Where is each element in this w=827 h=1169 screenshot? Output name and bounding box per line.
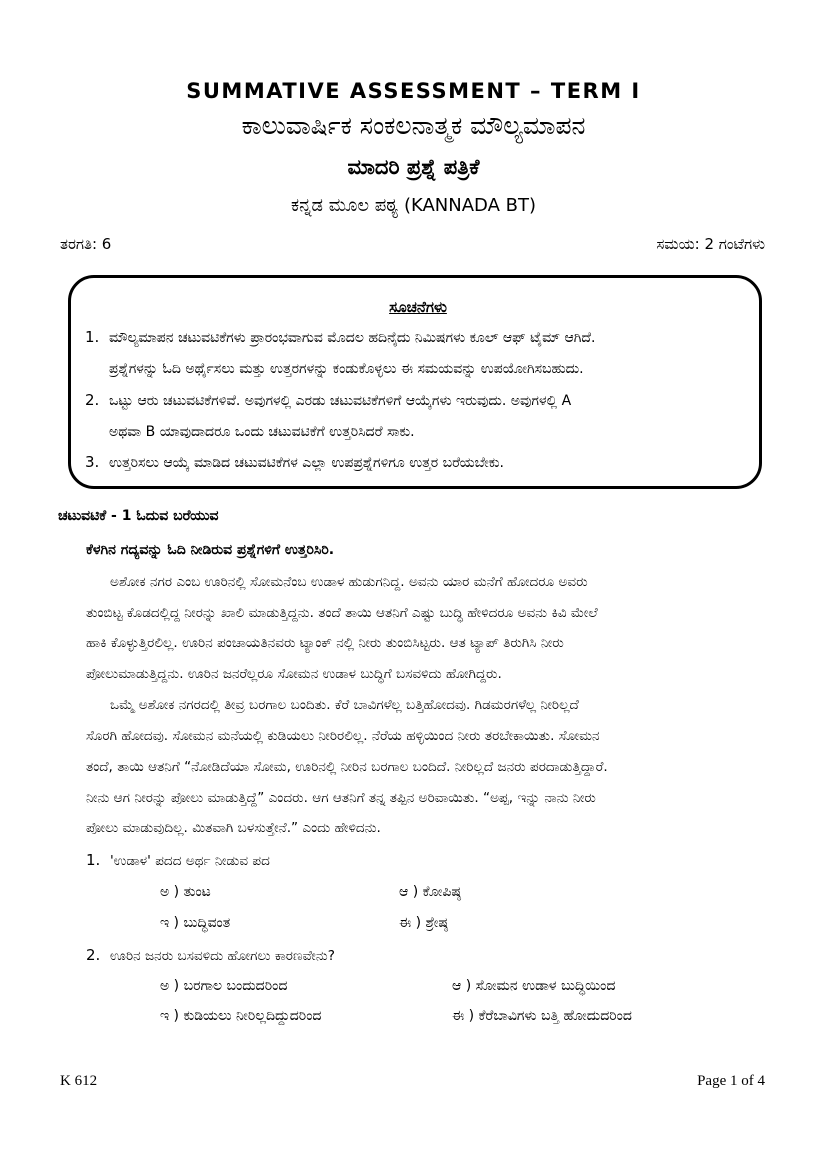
question-number: 1. xyxy=(86,851,101,869)
passage-line: ನೀನು ಆಗ ನೀರನ್ನು ಪೋಲು ಮಾಡುತ್ತಿದ್ದೆ” ಎಂದರು. ಆಗ ಆತನಿಗೆ ತನ್ನ ತಪ್ಪಿನ ಅರಿವಾಯಿತು. “ಅಪ್ಪ, ಇನ್ನು ನಾನು ನೀರು xyxy=(86,790,596,806)
passage-line: ತಂದೆ, ತಾಯಿ ಆತನಿಗೆ “ನೋಡಿದೆಯಾ ಸೋಮ, ಊರಿನಲ್ಲಿ ನೀರಿನ ಬರಗಾಲ ಬಂದಿದೆ. ನೀರಿಲ್ಲದೆ ಜನರು ಪರದಾಡುತ್ತಿದ್ದಾರೆ. xyxy=(86,759,608,775)
title-english: SUMMATIVE ASSESSMENT – TERM I xyxy=(186,79,641,103)
instruction-line: ಒಟ್ಟು ಆರು ಚಟುವಟಿಕೆಗಳಿವೆ. ಅವುಗಳಲ್ಲಿ ಎರಡು ಚಟುವಟಿಕೆಗಳಿಗೆ ಆಯ್ಕೆಗಳು ಇರುವುದು. ಅವುಗಳಲ್ಲಿ A xyxy=(109,393,572,409)
passage-line: ಸೊರಗಿ ಹೋದವು. ಸೋಮನ ಮನೆಯಲ್ಲಿ ಕುಡಿಯಲು ನೀರಿರಲಿಲ್ಲ. ನೆರೆಯ ಹಳ್ಳಿಯಿಂದ ನೀರು ತರಬೇಕಾಯಿತು. ಸೋಮನ xyxy=(86,728,600,744)
question-number: 2. xyxy=(86,946,101,964)
passage-line: ಪೋಲು ಮಾಡುವುದಿಲ್ಲ. ಮಿತವಾಗಿ ಬಳಸುತ್ತೇನೆ.” ಎಂದು ಹೇಳಿದನು. xyxy=(86,820,381,836)
answer-option: ಆ ) ಸೋಮನ ಉಡಾಳ ಬುದ್ಧಿಯಿಂದ xyxy=(452,978,616,994)
instruction-number: 3. xyxy=(85,453,100,471)
instructions-box xyxy=(68,275,762,489)
activity-title: ಚಟುವಟಿಕೆ - 1 ಓದುವ ಬರೆಯುವ xyxy=(58,508,219,524)
answer-option: ಆ ) ಕೋಪಿಷ್ಠ xyxy=(399,884,461,900)
instruction-line: ಅಥವಾ B ಯಾವುದಾದರೂ ಒಂದು ಚಟುವಟಿಕೆಗೆ ಉತ್ತರಿಸಿದರೆ ಸಾಕು. xyxy=(109,424,415,440)
instruction-line: ಪ್ರಶ್ನೆಗಳನ್ನು ಓದಿ ಅರ್ಥೈಸಲು ಮತ್ತು ಉತ್ತರಗಳನ್ನು ಕಂಡುಕೊಳ್ಳಲು ಈ ಸಮಯವನ್ನು ಉಪಯೋಗಿಸಬಹುದು. xyxy=(109,361,584,377)
title-kannada: ಕಾಲುವಾರ್ಷಿಕ ಸಂಕಲನಾತ್ಮಕ ಮೌಲ್ಯಮಾಪನ xyxy=(241,111,586,140)
passage-line: ಒಮ್ಮೆ ಅಶೋಕ ನಗರದಲ್ಲಿ ತೀವ್ರ ಬರಗಾಲ ಬಂದಿತು. ಕೆರೆ ಬಾವಿಗಳೆಲ್ಲ ಬತ್ತಿಹೋದವು. ಗಿಡಮರಗಳೆಲ್ಲ ನೀರಿಲ್ಲದೆ xyxy=(110,697,579,713)
question-text: 'ಉಡಾಳ' ಪದದ ಅರ್ಥ ನೀಡುವ ಪದ xyxy=(110,853,270,869)
answer-option: ಈ ) ಕೆರೆಬಾವಿಗಳು ಬತ್ತಿ ಹೋದುದರಿಂದ xyxy=(452,1008,632,1024)
answer-option: ಅ ) ಬರಗಾಲ ಬಂದುದರಿಂದ xyxy=(160,978,288,994)
activity-direction: ಕೆಳಗಿನ ಗದ್ಯವನ್ನು ಓದಿ ನೀಡಿರುವ ಪ್ರಶ್ನೆಗಳಿಗೆ ಉತ್ತರಿಸಿರಿ. xyxy=(86,542,335,558)
question-text: ಊರಿನ ಜನರು ಬಸವಳಿದು ಹೋಗಲು ಕಾರಣವೇನು? xyxy=(110,948,335,964)
subject-title: ಕನ್ನಡ ಮೂಲ ಪಠ್ಯ (KANNADA BT) xyxy=(291,195,536,216)
answer-option: ಈ ) ಶ್ರೇಷ್ಠ xyxy=(399,915,448,931)
instructions-title: ಸೂಚನೆಗಳು xyxy=(389,298,447,316)
passage-line: ಹಾಕಿ ಕೊಳ್ಳುತ್ತಿರಲಿಲ್ಲ. ಊರಿನ ಪಂಚಾಯತಿನವರು ಟ್ಯಾಂಕ್ ನಲ್ಲಿ ನೀರು ತುಂಬಿಸಿಟ್ಟರು. ಆತ ಟ್ಯಾಪ್ ತಿರುಗಿಸಿ ನೀರು xyxy=(86,635,564,651)
model-paper-title: ಮಾದರಿ ಪ್ರಶ್ನೆ ಪತ್ರಿಕೆ xyxy=(347,155,480,179)
class-label: ತರಗತಿ: 6 xyxy=(60,235,112,253)
answer-option: ಅ ) ತುಂಟ xyxy=(160,884,211,900)
instruction-line: ಉತ್ತರಿಸಲು ಆಯ್ಕೆ ಮಾಡಿದ ಚಟುವಟಿಕೆಗಳ ಎಲ್ಲಾ ಉಪಪ್ರಶ್ನೆಗಳಿಗೂ ಉತ್ತರ ಬರೆಯಬೇಕು. xyxy=(109,455,504,471)
passage-line: ಪೋಲುಮಾಡುತ್ತಿದ್ದನು. ಊರಿನ ಜನರೆಲ್ಲರೂ ಸೋಮನ ಉಡಾಳ ಬುದ್ಧಿಗೆ ಬಸವಳಿದು ಹೋಗಿದ್ದರು. xyxy=(86,666,502,682)
page-number: Page 1 of 4 xyxy=(697,1073,765,1089)
passage-line: ತುಂಬಿಟ್ಟ ಕೊಡದಲ್ಲಿದ್ದ ನೀರನ್ನು ಖಾಲಿ ಮಾಡುತ್ತಿದ್ದನು. ತಂದೆ ತಾಯಿ ಆತನಿಗೆ ಎಷ್ಟು ಬುದ್ಧಿ ಹೇಳಿದರೂ ಅವನು ಕಿವಿ ಮೇಲೆ xyxy=(86,605,598,621)
instruction-number: 2. xyxy=(85,391,100,409)
paper-code: K 612 xyxy=(60,1073,98,1089)
instruction-line: ಮೌಲ್ಯಮಾಪನ ಚಟುವಟಿಕೆಗಳು ಪ್ರಾರಂಭವಾಗುವ ಮೊದಲ ಹದಿನೈದು ನಿಮಿಷಗಳು ಕೂಲ್ ಆಫ್ ಟೈಮ್ ಆಗಿದೆ. xyxy=(109,330,596,346)
answer-option: ಇ ) ಕುಡಿಯಲು ನೀರಿಲ್ಲದಿದ್ದುದರಿಂದ xyxy=(160,1008,322,1024)
time-label: ಸಮಯ: 2 ಗಂಟೆಗಳು xyxy=(656,235,765,253)
passage-line: ಅಶೋಕ ನಗರ ಎಂಬ ಊರಿನಲ್ಲಿ ಸೋಮನೆಂಬ ಉಡಾಳ ಹುಡುಗನಿದ್ದ. ಅವನು ಯಾರ ಮನೆಗೆ ಹೋದರೂ ಅವರು xyxy=(110,574,588,590)
instruction-number: 1. xyxy=(85,328,100,346)
answer-option: ಇ ) ಬುದ್ಧಿವಂತ xyxy=(160,915,231,931)
